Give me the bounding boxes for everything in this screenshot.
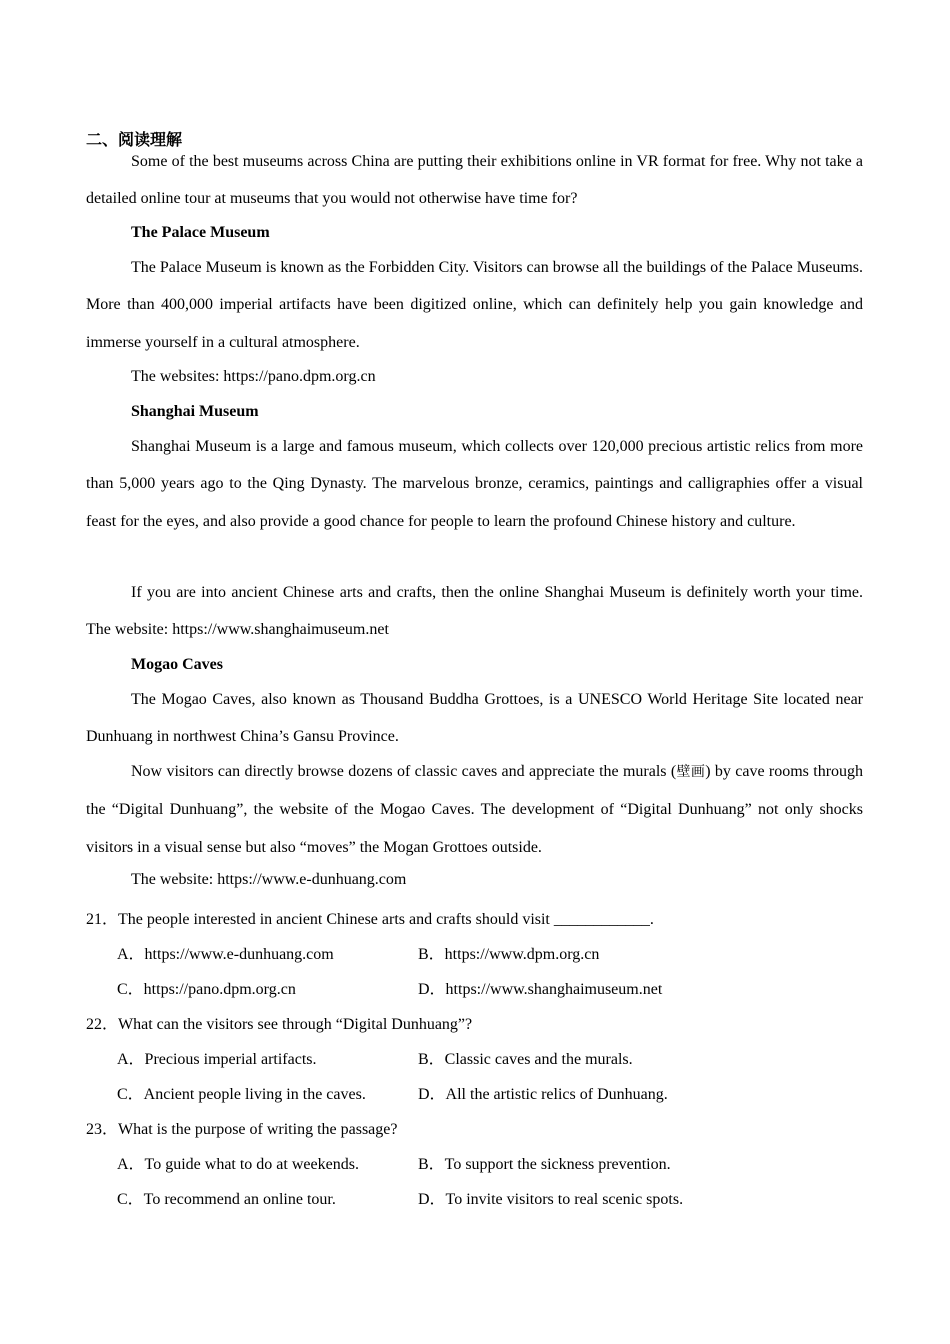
question-21-stem: 21．The people interested in ancient Chinese arts and crafts should visit ____________. — [86, 911, 654, 928]
question-21-option-d[interactable]: D．https://www.shanghaimuseum.net — [418, 981, 663, 998]
question-22-option-d[interactable]: D．All the artistic relics of Dunhuang. — [418, 1086, 668, 1103]
palace-museum-website: The websites: https://pano.dpm.org.cn — [131, 368, 376, 385]
shanghai-museum-paragraph-2: If you are into ancient Chinese arts and crafts, then the online Shanghai Museum is definitely worth your time. The website: https://www.shanghaimuseum.net — [86, 584, 863, 639]
mogao-caves-paragraph-2 — [86, 753, 863, 866]
question-21-option-c[interactable]: C．https://pano.dpm.org.cn — [117, 981, 296, 998]
murals-chinese-term: 壁画 — [676, 764, 706, 780]
question-22-option-c[interactable]: C．Ancient people living in the caves. — [117, 1086, 366, 1103]
question-23-option-b[interactable]: B．To support the sickness prevention. — [418, 1156, 671, 1173]
mogao-caves-paragraph: The Mogao Caves, also known as Thousand Buddha Grottoes, is a UNESCO World Heritage Site located near Dunhuang in northwest China’s Gansu Province. — [86, 691, 863, 746]
question-21-option-a[interactable]: A．https://www.e-dunhuang.com — [117, 946, 334, 963]
question-22-option-b[interactable]: B．Classic caves and the murals. — [418, 1051, 633, 1068]
palace-museum-title: The Palace Museum — [131, 224, 270, 241]
question-23-option-c[interactable]: C．To recommend an online tour. — [117, 1191, 336, 1208]
question-23-stem: 23．What is the purpose of writing the passage? — [86, 1121, 398, 1138]
section-heading: 二、阅读理解 — [86, 130, 183, 149]
question-22-option-a[interactable]: A．Precious imperial artifacts. — [117, 1051, 317, 1068]
shanghai-museum-title: Shanghai Museum — [131, 403, 259, 420]
intro-paragraph: Some of the best museums across China are putting their exhibitions online in VR format for free. Why not take a detailed online tour at museums that you would not otherwise have time for? — [86, 153, 863, 208]
mogao-text-a: Now visitors can directly browse dozens of classic caves and appreciate the murals ( — [131, 763, 677, 780]
mogao-caves-title: Mogao Caves — [131, 656, 223, 673]
question-22-stem: 22．What can the visitors see through “Digital Dunhuang”? — [86, 1016, 473, 1033]
palace-museum-paragraph: The Palace Museum is known as the Forbidden City. Visitors can browse all the buildings of the Palace Museums. More than 400,000 imperial artifacts have been digitized online, which can definitely help you gain knowledge and immerse yourself in a cultural atmosphere. — [86, 259, 863, 351]
mogao-caves-website: The website: https://www.e-dunhuang.com — [131, 871, 407, 888]
question-23-option-a[interactable]: A．To guide what to do at weekends. — [117, 1156, 359, 1173]
question-21-option-b[interactable]: B．https://www.dpm.org.cn — [418, 946, 600, 963]
shanghai-museum-paragraph: Shanghai Museum is a large and famous museum, which collects over 120,000 precious artistic relics from more than 5,000 years ago to the Qing Dynasty. The marvelous bronze, ceramics, paintings and calligraphies offer a visual feast for the eyes, and also provide a good chance for people to learn the profound Chinese history and culture. — [86, 438, 863, 530]
mogao-text-b: ) by cave rooms through the “Digital Dunhuang”, the website of the Mogao Caves. The development of “Digital Dunhuang” not only shocks visitors in a visual sense but also “moves” the Mogan Grottoes outside. — [86, 763, 864, 856]
question-23-option-d[interactable]: D．To invite visitors to real scenic spots. — [418, 1191, 684, 1208]
